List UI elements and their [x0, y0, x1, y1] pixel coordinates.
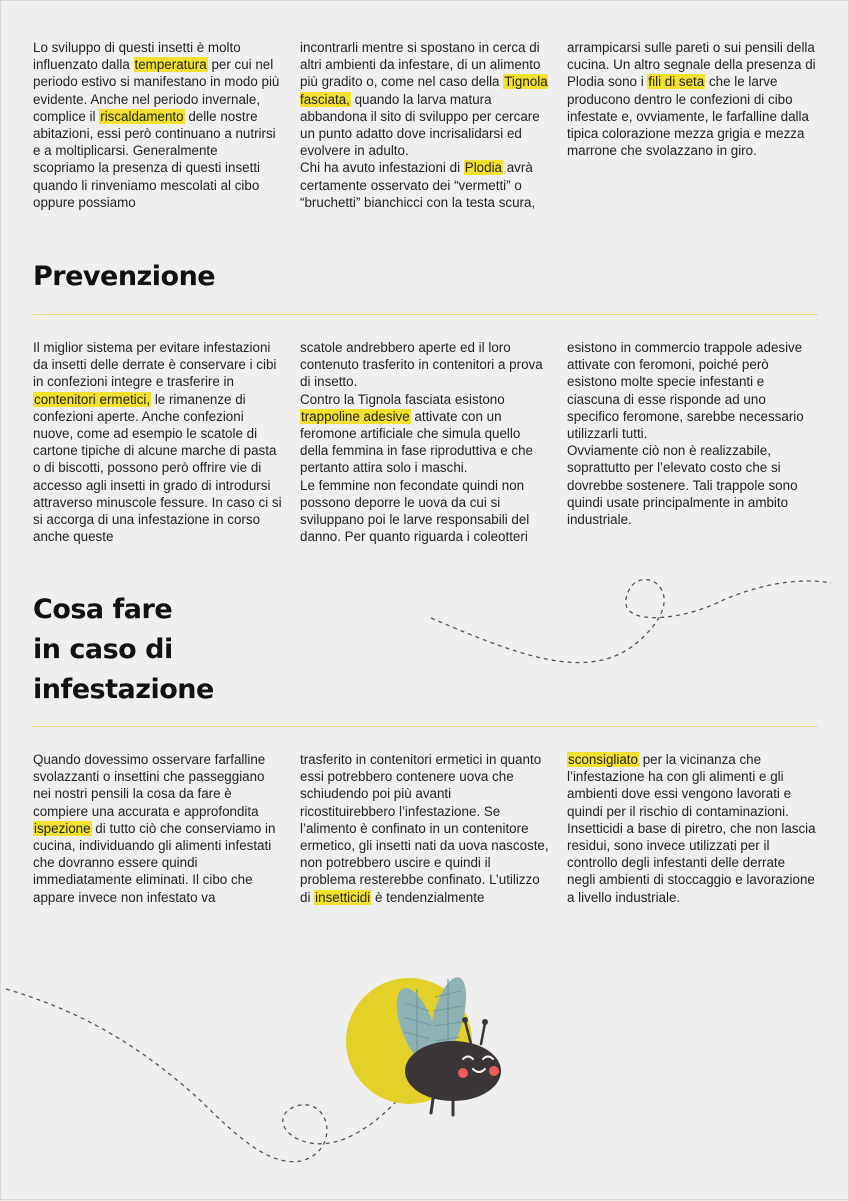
text-run: per cui nel periodo estivo si manifestano in modo più evidente. Anche nel periodo invernale, complice il — [33, 57, 280, 124]
prevenzione-heading: Prevenzione — [33, 261, 216, 292]
text-run: per la vicinanza che l’infestazione ha con gli alimenti e gli ambienti dove essi vengono lavorati e quindi per il rischio di contaminazioni. Insetticidi a base di piretro, che non lascia residui, sono invece utilizzati per il controllo degli infestanti delle derrate negli ambienti di stoccaggio e lavorazione a livello industriale. — [567, 752, 816, 905]
highlight-term: fili di seta — [648, 74, 705, 90]
text-run: Ovviamente ciò non è realizzabile, soprattutto per l’elevato costo che si dovrebbe sostenere. Tali trappole sono quindi usate principalmente in ambito industriale. — [567, 443, 798, 528]
text-run: che le larve producono dentro le confezioni di cibo infestate e, ovviamente, le farfalline dalla tipica colorazione mezza grigia e mezza marrone che svolazzano in giro. — [567, 74, 809, 159]
text-run: esistono in commercio trappole adesive attivate con feromoni, poiché però esistono molte specie infestanti e ciascuna di esse risponde ad uno specifico feromone, sarebbe necessario utilizzarli tutti. — [567, 340, 804, 442]
highlight-term: Tignola fasciata, — [300, 74, 548, 107]
dashed-flight-path-upper — [431, 580, 831, 663]
text-run: avrà certamente osservato dei “vermetti” o “bruchetti” bianchicci con la testa scura, — [300, 160, 536, 210]
cartoon-fly-icon — [346, 974, 501, 1115]
highlight-term: contenitori ermetici, — [34, 391, 151, 407]
highlight-term: Plodia — [464, 160, 502, 176]
text-run: trasferito in contenitori ermetici in quanto essi potrebbero contenere uova che schiudendo poi più avanti ricostituirebbero l’infestazione. Se l’alimento è confinato in un contenitore ermetico, gli insetti nati da uova nascoste, non potrebbero uscire e quindi il problema resterebbe confinato. L’utilizzo di — [300, 752, 549, 905]
cosa-fare-heading-line-2: in caso di — [33, 634, 173, 665]
text-run: Il miglior sistema per evitare infestazioni da insetti delle derrate è conservare i cibi in confezioni integre e trasferire in — [33, 340, 277, 390]
highlight-term: ispezione — [34, 820, 91, 836]
highlight-term: temperatura — [134, 57, 207, 73]
text-run: Quando dovessimo osservare farfalline svolazzanti o insettini che passeggiano nei nostri pensili la cosa da fare è compiere una accurata e approfondita — [33, 752, 266, 819]
text-run: attivate con un feromone artificiale che simula quello della femmina in fase riproduttiva e che pertanto attira solo i maschi. — [300, 408, 533, 476]
text-run: arrampicarsi sulle pareti o sui pensili della cucina. Un altro segnale della presenza di Plodia sono i — [567, 40, 816, 90]
text-run: le rimanenze di confezioni aperte. Anche confezioni nuove, come ad esempio le scatole di cartone tipiche di alcune marche di pasta o di biscotti, possono però offrire vie di accesso agli insetti in grado di introdursi attraverso minuscole fessure. In caso ci si si accorga di una infestazione in corso anche queste — [33, 391, 282, 545]
text-run: quando la larva matura abbandona il sito di sviluppo per cercare un punto adatto dove incrisalidarsi ed evolvere in adulto. — [300, 91, 540, 159]
text-run: è tendenzialmente — [371, 889, 485, 905]
text-run: di tutto ciò che conserviamo in cucina, individuando gli alimenti infestati che dovranno essere quindi immediatamente eliminati. Il cibo che appare invece non infestato va — [33, 820, 276, 905]
cosa-fare-heading-line-1: Cosa fare — [33, 594, 173, 625]
dashed-flight-path-lower — [6, 989, 411, 1162]
cosa-fare-heading-line-3: infestazione — [33, 674, 214, 705]
text-run: Chi ha avuto infestazioni di — [300, 160, 464, 176]
highlight-term: insetticidi — [315, 889, 371, 905]
text-run: delle nostre abitazioni, essi però continuano a nutrirsi e a moltiplicarsi. Generalmente scopriamo la presenza di questi insetti quando li rinveniamo mescolati al cibo oppure possiamo — [33, 108, 276, 210]
highlight-term: trappoline adesive — [301, 408, 410, 424]
highlight-term: sconsigliato — [568, 752, 638, 767]
text-run: scatole andrebbero aperte ed il loro contenuto trasferito in contenitori a prova di insetto. — [300, 340, 543, 390]
highlight-term: riscaldamento — [100, 108, 184, 124]
decorations — [1, 1, 849, 1201]
text-run: Lo sviluppo di questi insetti è molto influenzato dalla — [33, 40, 241, 73]
text-run: incontrarli mentre si spostano in cerca di altri ambienti da infestare, di un alimento più gradito o, come nel caso della — [300, 40, 541, 90]
text-run: Le femmine non fecondate quindi non possono deporre le uova da cui si sviluppano poi le larve responsabili del danno. Per quanto riguarda i coleotteri — [300, 477, 530, 545]
text-run: Contro la Tignola fasciata esistono — [300, 391, 505, 407]
